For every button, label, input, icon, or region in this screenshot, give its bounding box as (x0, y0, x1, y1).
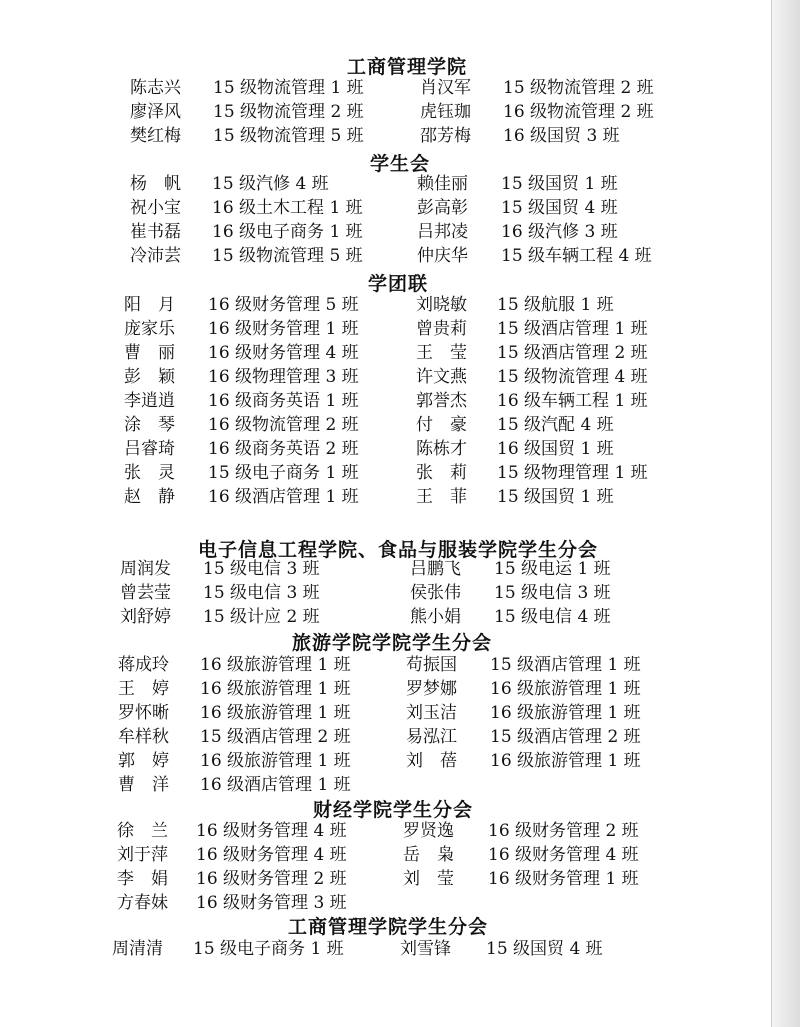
member-name: 罗贤逸 (403, 821, 454, 841)
member-class: 15 级物流管理 5 班 (212, 246, 363, 266)
member-name: 崔书磊 (130, 222, 181, 242)
member-class: 16 级财务管理 4 班 (208, 343, 359, 363)
member-name: 牟样秋 (118, 727, 169, 747)
member-class: 16 级财务管理 2 班 (196, 869, 347, 889)
member-class: 15 级国贸 1 班 (501, 174, 618, 194)
member-class: 15 级酒店管理 1 班 (497, 319, 648, 339)
member-class: 15 级国贸 4 班 (501, 198, 618, 218)
member-class: 16 级旅游管理 1 班 (200, 679, 351, 699)
member-class: 15 级电信 3 班 (203, 583, 320, 603)
member-name: 仲庆华 (417, 246, 468, 266)
member-name: 赖佳丽 (417, 174, 468, 194)
member-name: 廖泽风 (130, 102, 181, 122)
member-class: 16 级财务管理 1 班 (488, 869, 639, 889)
member-class: 15 级汽配 4 班 (497, 415, 614, 435)
member-name: 陈志兴 (130, 78, 181, 98)
member-name: 刘于萍 (117, 845, 168, 865)
member-class: 15 级电子商务 1 班 (193, 939, 344, 959)
member-name: 周润发 (120, 559, 171, 579)
member-class: 15 级酒店管理 1 班 (490, 655, 641, 675)
member-name: 肖汉军 (420, 78, 471, 98)
member-name: 郭誉杰 (416, 391, 467, 411)
member-class: 16 级车辆工程 1 班 (497, 391, 648, 411)
member-class: 15 级国贸 1 班 (497, 487, 614, 507)
section-heading: 工商管理学院 (347, 56, 468, 78)
member-name: 陈栋才 (416, 439, 467, 459)
member-class: 16 级旅游管理 1 班 (490, 703, 641, 723)
member-class: 16 级旅游管理 1 班 (200, 655, 351, 675)
member-name: 苟振国 (406, 655, 457, 675)
member-name: 易泓江 (406, 727, 457, 747)
member-name: 李逍逍 (124, 391, 175, 411)
member-class: 15 级电信 4 班 (494, 607, 611, 627)
member-name: 许文燕 (416, 367, 467, 387)
member-name: 祝小宝 (130, 198, 181, 218)
member-class: 16 级国贸 3 班 (503, 126, 620, 146)
member-name: 张 灵 (124, 463, 175, 483)
member-name: 张 莉 (416, 463, 467, 483)
member-class: 16 级土木工程 1 班 (212, 198, 363, 218)
member-class: 16 级旅游管理 1 班 (200, 703, 351, 723)
member-class: 16 级物流管理 2 班 (503, 102, 654, 122)
member-class: 15 级物流管理 2 班 (503, 78, 654, 98)
member-class: 16 级财务管理 4 班 (196, 845, 347, 865)
member-name: 阳 月 (124, 295, 175, 315)
member-name: 樊红梅 (130, 126, 181, 146)
member-class: 15 级物流管理 1 班 (213, 78, 364, 98)
section-heading: 学生会 (370, 153, 431, 175)
member-class: 15 级物理管理 1 班 (497, 463, 648, 483)
member-name: 侯张伟 (410, 583, 461, 603)
member-class: 15 级车辆工程 4 班 (501, 246, 652, 266)
member-class: 15 级电信 3 班 (203, 559, 320, 579)
member-class: 15 级酒店管理 2 班 (490, 727, 641, 747)
member-name: 刘舒婷 (120, 607, 171, 627)
member-name: 刘雪锋 (400, 939, 451, 959)
member-name: 曹 洋 (118, 775, 169, 795)
member-name: 虎钰珈 (420, 102, 471, 122)
member-name: 王 婷 (118, 679, 169, 699)
member-class: 16 级汽修 3 班 (501, 222, 618, 242)
member-name: 吕邦凌 (417, 222, 468, 242)
member-class: 15 级酒店管理 2 班 (497, 343, 648, 363)
member-name: 曹 丽 (124, 343, 175, 363)
section-heading: 电子信息工程学院、食品与服装学院学生分会 (198, 539, 599, 561)
member-class: 16 级旅游管理 1 班 (490, 751, 641, 771)
member-name: 罗怀晰 (118, 703, 169, 723)
member-class: 16 级财务管理 2 班 (488, 821, 639, 841)
member-name: 刘 莹 (403, 869, 454, 889)
member-class: 15 级电信 3 班 (494, 583, 611, 603)
member-name: 罗梦娜 (406, 679, 457, 699)
member-name: 曾贵莉 (416, 319, 467, 339)
member-name: 王 莹 (416, 343, 467, 363)
member-name: 杨 帆 (130, 174, 181, 194)
member-name: 郭 婷 (118, 751, 169, 771)
member-class: 16 级财务管理 4 班 (488, 845, 639, 865)
member-class: 15 级酒店管理 2 班 (200, 727, 351, 747)
member-class: 16 级财务管理 5 班 (208, 295, 359, 315)
member-class: 15 级电运 1 班 (494, 559, 611, 579)
member-name: 蒋成玲 (118, 655, 169, 675)
member-name: 涂 琴 (124, 415, 175, 435)
member-class: 15 级电子商务 1 班 (208, 463, 359, 483)
member-class: 16 级财务管理 1 班 (208, 319, 359, 339)
member-name: 熊小娟 (410, 607, 461, 627)
member-class: 15 级计应 2 班 (203, 607, 320, 627)
member-name: 邵芳梅 (420, 126, 471, 146)
member-name: 曾芸莹 (120, 583, 171, 603)
member-name: 刘 蓓 (406, 751, 457, 771)
member-name: 岳 枭 (403, 845, 454, 865)
member-class: 16 级旅游管理 1 班 (490, 679, 641, 699)
member-class: 16 级酒店管理 1 班 (208, 487, 359, 507)
member-name: 庞家乐 (124, 319, 175, 339)
member-name: 方春妹 (117, 893, 168, 913)
section-heading: 旅游学院学院学生分会 (292, 632, 493, 654)
member-class: 15 级物流管理 2 班 (213, 102, 364, 122)
member-class: 15 级国贸 4 班 (486, 939, 603, 959)
member-class: 15 级物流管理 4 班 (497, 367, 648, 387)
member-class: 16 级国贸 1 班 (497, 439, 614, 459)
member-name: 彭高彰 (417, 198, 468, 218)
member-class: 15 级航服 1 班 (497, 295, 614, 315)
member-class: 16 级财务管理 3 班 (196, 893, 347, 913)
member-class: 16 级酒店管理 1 班 (200, 775, 351, 795)
member-name: 吕鹏飞 (410, 559, 461, 579)
member-name: 吕睿琦 (124, 439, 175, 459)
member-name: 冷沛芸 (130, 246, 181, 266)
member-name: 周清清 (112, 939, 163, 959)
member-name: 徐 兰 (117, 821, 168, 841)
section-heading: 学团联 (368, 273, 429, 295)
member-name: 付 豪 (416, 415, 467, 435)
member-class: 16 级物流管理 2 班 (208, 415, 359, 435)
member-name: 刘晓敏 (416, 295, 467, 315)
member-name: 彭 颖 (124, 367, 175, 387)
member-class: 16 级商务英语 2 班 (208, 439, 359, 459)
section-heading: 工商管理学院学生分会 (288, 916, 489, 938)
member-class: 15 级物流管理 5 班 (213, 126, 364, 146)
member-name: 赵 静 (124, 487, 175, 507)
member-class: 16 级电子商务 1 班 (212, 222, 363, 242)
member-class: 16 级财务管理 4 班 (196, 821, 347, 841)
member-name: 刘玉洁 (406, 703, 457, 723)
member-class: 16 级物理管理 3 班 (208, 367, 359, 387)
member-name: 王 菲 (416, 487, 467, 507)
member-class: 16 级旅游管理 1 班 (200, 751, 351, 771)
section-heading: 财经学院学生分会 (313, 799, 474, 821)
member-class: 16 级商务英语 1 班 (208, 391, 359, 411)
member-name: 李 娟 (117, 869, 168, 889)
page-edge (771, 0, 800, 1027)
member-class: 15 级汽修 4 班 (212, 174, 329, 194)
